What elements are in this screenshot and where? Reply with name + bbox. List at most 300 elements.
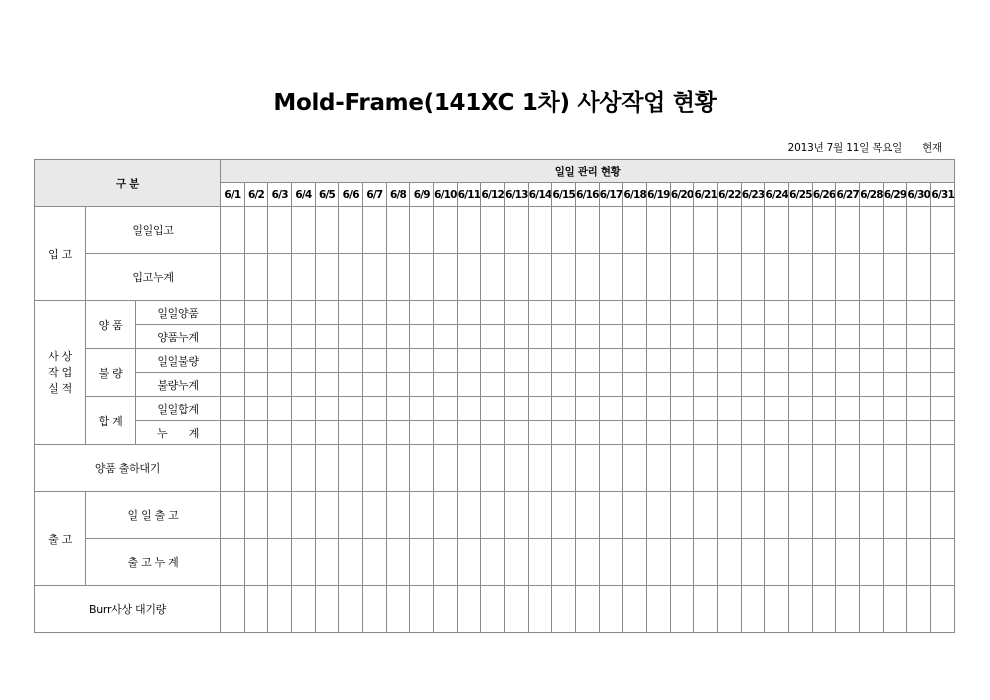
data-cell: [623, 207, 647, 254]
data-cell: [528, 207, 552, 254]
data-cell: [410, 207, 434, 254]
data-cell: [292, 397, 316, 421]
data-cell: [836, 586, 860, 633]
data-cell: [765, 421, 789, 445]
data-cell: [339, 397, 363, 421]
data-cell: [647, 254, 671, 301]
data-cell: [907, 445, 931, 492]
data-cell: [315, 539, 339, 586]
data-cell: [244, 207, 268, 254]
group-finishing-line: 사 상: [48, 349, 72, 363]
day-header: 6/30: [907, 183, 931, 207]
day-header: 6/23: [741, 183, 765, 207]
data-cell: [931, 254, 955, 301]
data-cell: [481, 492, 505, 539]
data-cell: [860, 325, 884, 349]
data-cell: [599, 349, 623, 373]
data-cell: [883, 325, 907, 349]
day-header: 6/13: [505, 183, 529, 207]
data-cell: [528, 373, 552, 397]
data-cell: [860, 492, 884, 539]
data-cell: [292, 421, 316, 445]
data-cell: [789, 421, 813, 445]
data-cell: [221, 397, 245, 421]
data-cell: [883, 373, 907, 397]
data-cell: [836, 445, 860, 492]
data-cell: [907, 397, 931, 421]
day-header: 6/17: [599, 183, 623, 207]
data-cell: [481, 373, 505, 397]
data-cell: [647, 207, 671, 254]
data-cell: [812, 445, 836, 492]
data-cell: [907, 254, 931, 301]
group-finishing-results: [35, 301, 86, 445]
data-cell: [481, 539, 505, 586]
day-header: 6/27: [836, 183, 860, 207]
data-cell: [552, 254, 576, 301]
data-cell: [339, 586, 363, 633]
data-cell: [552, 539, 576, 586]
data-cell: [528, 445, 552, 492]
row-label-cumulative-receiving: 입고누계: [86, 254, 221, 301]
table-row: [35, 349, 955, 373]
data-cell: [505, 421, 529, 445]
day-header: 6/14: [528, 183, 552, 207]
data-cell: [410, 445, 434, 492]
data-cell: [576, 373, 600, 397]
data-cell: [812, 539, 836, 586]
data-cell: [363, 373, 387, 397]
data-cell: [836, 492, 860, 539]
data-cell: [883, 397, 907, 421]
data-cell: [907, 421, 931, 445]
data-cell: [883, 586, 907, 633]
data-cell: [339, 254, 363, 301]
data-cell: [599, 207, 623, 254]
data-cell: [812, 421, 836, 445]
data-cell: [363, 421, 387, 445]
day-header: 6/29: [883, 183, 907, 207]
data-cell: [789, 207, 813, 254]
data-cell: [221, 325, 245, 349]
data-cell: [931, 492, 955, 539]
data-cell: [931, 421, 955, 445]
table-row: [35, 492, 955, 539]
data-cell: [765, 349, 789, 373]
table-row: [35, 254, 955, 301]
row-label-cumulative-defect: 불량누계: [136, 373, 221, 397]
data-cell: [268, 301, 292, 325]
data-cell: [244, 349, 268, 373]
data-cell: [883, 207, 907, 254]
data-cell: [860, 301, 884, 325]
data-cell: [221, 539, 245, 586]
data-cell: [789, 539, 813, 586]
data-cell: [647, 539, 671, 586]
data-cell: [528, 586, 552, 633]
data-cell: [718, 254, 742, 301]
data-cell: [741, 301, 765, 325]
data-cell: [599, 586, 623, 633]
data-cell: [457, 421, 481, 445]
data-cell: [268, 325, 292, 349]
data-cell: [315, 397, 339, 421]
data-cell: [860, 373, 884, 397]
data-cell: [670, 421, 694, 445]
data-cell: [221, 492, 245, 539]
data-cell: [907, 586, 931, 633]
data-cell: [907, 325, 931, 349]
data-cell: [741, 325, 765, 349]
day-header: 6/1: [221, 183, 245, 207]
data-cell: [789, 301, 813, 325]
data-cell: [789, 349, 813, 373]
data-cell: [718, 301, 742, 325]
data-cell: [505, 373, 529, 397]
data-cell: [410, 325, 434, 349]
day-header: 6/25: [789, 183, 813, 207]
data-cell: [528, 539, 552, 586]
data-cell: [576, 492, 600, 539]
row-label-cumulative-good: 양품누계: [136, 325, 221, 349]
data-cell: [741, 539, 765, 586]
data-cell: [386, 373, 410, 397]
data-cell: [339, 349, 363, 373]
data-cell: [647, 325, 671, 349]
data-cell: [789, 254, 813, 301]
report-date: 2013년 7월 11일 목요일: [787, 142, 903, 154]
data-cell: [505, 445, 529, 492]
data-cell: [907, 207, 931, 254]
data-cell: [623, 301, 647, 325]
row-label-shipment-wait: 양품 출하대기: [35, 445, 221, 492]
data-cell: [481, 349, 505, 373]
data-cell: [694, 539, 718, 586]
data-cell: [552, 325, 576, 349]
data-cell: [599, 325, 623, 349]
data-cell: [931, 539, 955, 586]
data-cell: [528, 254, 552, 301]
data-cell: [434, 586, 458, 633]
data-cell: [363, 207, 387, 254]
data-cell: [860, 254, 884, 301]
header-daily-status: 일일 관리 현황: [221, 160, 955, 183]
data-cell: [552, 349, 576, 373]
data-cell: [386, 586, 410, 633]
data-cell: [244, 373, 268, 397]
data-cell: [457, 325, 481, 349]
data-cell: [221, 207, 245, 254]
data-cell: [718, 492, 742, 539]
data-cell: [647, 301, 671, 325]
data-cell: [481, 254, 505, 301]
table-row: [35, 397, 955, 421]
data-cell: [576, 539, 600, 586]
data-cell: [623, 492, 647, 539]
day-header: 6/8: [386, 183, 410, 207]
data-cell: [434, 373, 458, 397]
data-cell: [410, 421, 434, 445]
row-label-daily-shipping: 일 일 출 고: [86, 492, 221, 539]
data-cell: [339, 539, 363, 586]
data-cell: [410, 492, 434, 539]
data-cell: [765, 492, 789, 539]
data-cell: [765, 207, 789, 254]
data-cell: [528, 325, 552, 349]
data-cell: [244, 325, 268, 349]
data-cell: [505, 207, 529, 254]
row-label-daily-total: 일일합계: [136, 397, 221, 421]
day-header: 6/28: [860, 183, 884, 207]
data-cell: [765, 539, 789, 586]
data-cell: [836, 373, 860, 397]
subgroup-total: 합 계: [86, 397, 136, 445]
data-cell: [836, 254, 860, 301]
day-header: 6/6: [339, 183, 363, 207]
data-cell: [505, 492, 529, 539]
data-cell: [339, 325, 363, 349]
data-cell: [410, 397, 434, 421]
day-header: 6/11: [457, 183, 481, 207]
data-cell: [244, 397, 268, 421]
data-cell: [552, 207, 576, 254]
data-cell: [244, 254, 268, 301]
data-cell: [576, 349, 600, 373]
header-category: 구 분: [35, 160, 221, 207]
data-cell: [552, 301, 576, 325]
day-header: 6/20: [670, 183, 694, 207]
data-cell: [907, 492, 931, 539]
data-cell: [434, 301, 458, 325]
data-cell: [528, 492, 552, 539]
data-cell: [718, 207, 742, 254]
data-cell: [315, 492, 339, 539]
data-cell: [339, 207, 363, 254]
data-cell: [931, 445, 955, 492]
data-cell: [931, 373, 955, 397]
group-shipping: 출 고: [35, 492, 86, 586]
data-cell: [315, 421, 339, 445]
data-cell: [647, 586, 671, 633]
data-cell: [883, 301, 907, 325]
row-label-cumulative-total: 누 계: [136, 421, 221, 445]
data-cell: [718, 325, 742, 349]
data-cell: [292, 207, 316, 254]
data-cell: [244, 445, 268, 492]
data-cell: [599, 539, 623, 586]
table-row: [35, 325, 955, 349]
data-cell: [623, 445, 647, 492]
data-cell: [386, 492, 410, 539]
day-header: 6/26: [812, 183, 836, 207]
data-cell: [599, 492, 623, 539]
group-receiving: 입 고: [35, 207, 86, 301]
data-cell: [718, 397, 742, 421]
data-cell: [221, 421, 245, 445]
data-cell: [221, 586, 245, 633]
day-header: 6/12: [481, 183, 505, 207]
data-cell: [505, 539, 529, 586]
data-cell: [883, 445, 907, 492]
data-cell: [268, 492, 292, 539]
data-cell: [931, 207, 955, 254]
data-cell: [221, 301, 245, 325]
data-cell: [670, 397, 694, 421]
data-cell: [836, 539, 860, 586]
data-cell: [315, 325, 339, 349]
data-cell: [481, 397, 505, 421]
data-cell: [386, 207, 410, 254]
data-cell: [457, 539, 481, 586]
data-cell: [363, 254, 387, 301]
data-cell: [315, 586, 339, 633]
data-cell: [244, 539, 268, 586]
day-header: 6/15: [552, 183, 576, 207]
data-cell: [268, 586, 292, 633]
data-cell: [244, 421, 268, 445]
data-cell: [457, 254, 481, 301]
data-cell: [883, 492, 907, 539]
data-cell: [836, 421, 860, 445]
data-cell: [410, 254, 434, 301]
data-cell: [434, 207, 458, 254]
data-cell: [481, 421, 505, 445]
data-cell: [931, 397, 955, 421]
data-cell: [268, 254, 292, 301]
data-cell: [670, 301, 694, 325]
document-title: Mold-Frame(141XC 1차) 사상작업 현황: [273, 90, 717, 116]
data-cell: [718, 586, 742, 633]
data-cell: [292, 254, 316, 301]
data-cell: [410, 373, 434, 397]
data-cell: [339, 373, 363, 397]
row-label-daily-defect: 일일불량: [136, 349, 221, 373]
data-cell: [741, 349, 765, 373]
table-row: [35, 160, 955, 183]
data-cell: [363, 349, 387, 373]
data-cell: [268, 373, 292, 397]
data-cell: [552, 586, 576, 633]
data-cell: [907, 539, 931, 586]
data-cell: [505, 586, 529, 633]
data-cell: [505, 301, 529, 325]
day-header: 6/4: [292, 183, 316, 207]
data-cell: [694, 421, 718, 445]
data-cell: [741, 397, 765, 421]
table-row: [35, 301, 955, 325]
data-cell: [789, 373, 813, 397]
data-cell: [576, 254, 600, 301]
group-finishing-line: 작 업: [48, 365, 72, 379]
row-label-daily-good: 일일양품: [136, 301, 221, 325]
data-cell: [647, 397, 671, 421]
data-cell: [599, 421, 623, 445]
group-finishing-line: 실 적: [48, 381, 72, 395]
data-cell: [363, 539, 387, 586]
data-cell: [292, 586, 316, 633]
data-cell: [268, 349, 292, 373]
data-cell: [670, 325, 694, 349]
data-cell: [623, 421, 647, 445]
data-cell: [528, 421, 552, 445]
table-row: [35, 539, 955, 586]
data-cell: [576, 421, 600, 445]
data-cell: [339, 301, 363, 325]
data-cell: [576, 301, 600, 325]
data-cell: [552, 373, 576, 397]
data-cell: [244, 301, 268, 325]
data-cell: [670, 539, 694, 586]
data-cell: [410, 301, 434, 325]
data-cell: [292, 492, 316, 539]
table-row: [35, 207, 955, 254]
data-cell: [883, 349, 907, 373]
data-cell: [812, 349, 836, 373]
data-cell: [812, 492, 836, 539]
data-cell: [457, 301, 481, 325]
data-cell: [741, 492, 765, 539]
data-cell: [410, 349, 434, 373]
data-cell: [315, 254, 339, 301]
data-cell: [339, 421, 363, 445]
data-cell: [623, 397, 647, 421]
data-cell: [481, 586, 505, 633]
data-cell: [481, 445, 505, 492]
day-header: 6/16: [576, 183, 600, 207]
table-row: [35, 421, 955, 445]
data-cell: [221, 349, 245, 373]
data-cell: [315, 349, 339, 373]
data-cell: [363, 301, 387, 325]
data-cell: [931, 301, 955, 325]
data-cell: [292, 445, 316, 492]
data-cell: [434, 492, 458, 539]
data-cell: [434, 325, 458, 349]
data-cell: [528, 301, 552, 325]
data-cell: [576, 397, 600, 421]
data-cell: [860, 397, 884, 421]
data-cell: [907, 349, 931, 373]
data-cell: [292, 349, 316, 373]
data-cell: [741, 421, 765, 445]
data-cell: [292, 373, 316, 397]
row-label-cumulative-shipping: 출 고 누 계: [86, 539, 221, 586]
data-cell: [434, 397, 458, 421]
data-cell: [718, 373, 742, 397]
data-cell: [883, 421, 907, 445]
data-cell: [363, 586, 387, 633]
data-cell: [599, 373, 623, 397]
data-cell: [694, 445, 718, 492]
data-cell: [907, 373, 931, 397]
data-cell: [552, 421, 576, 445]
data-cell: [505, 254, 529, 301]
data-cell: [410, 539, 434, 586]
data-cell: [528, 397, 552, 421]
data-cell: [694, 301, 718, 325]
data-cell: [670, 586, 694, 633]
data-cell: [741, 207, 765, 254]
subgroup-defect: 불 량: [86, 349, 136, 397]
day-header: 6/19: [647, 183, 671, 207]
data-cell: [789, 397, 813, 421]
data-cell: [505, 325, 529, 349]
row-label-burr-wait: Burr사상 대기량: [35, 586, 221, 633]
data-cell: [552, 397, 576, 421]
data-cell: [812, 301, 836, 325]
data-cell: [860, 349, 884, 373]
day-header: 6/7: [363, 183, 387, 207]
